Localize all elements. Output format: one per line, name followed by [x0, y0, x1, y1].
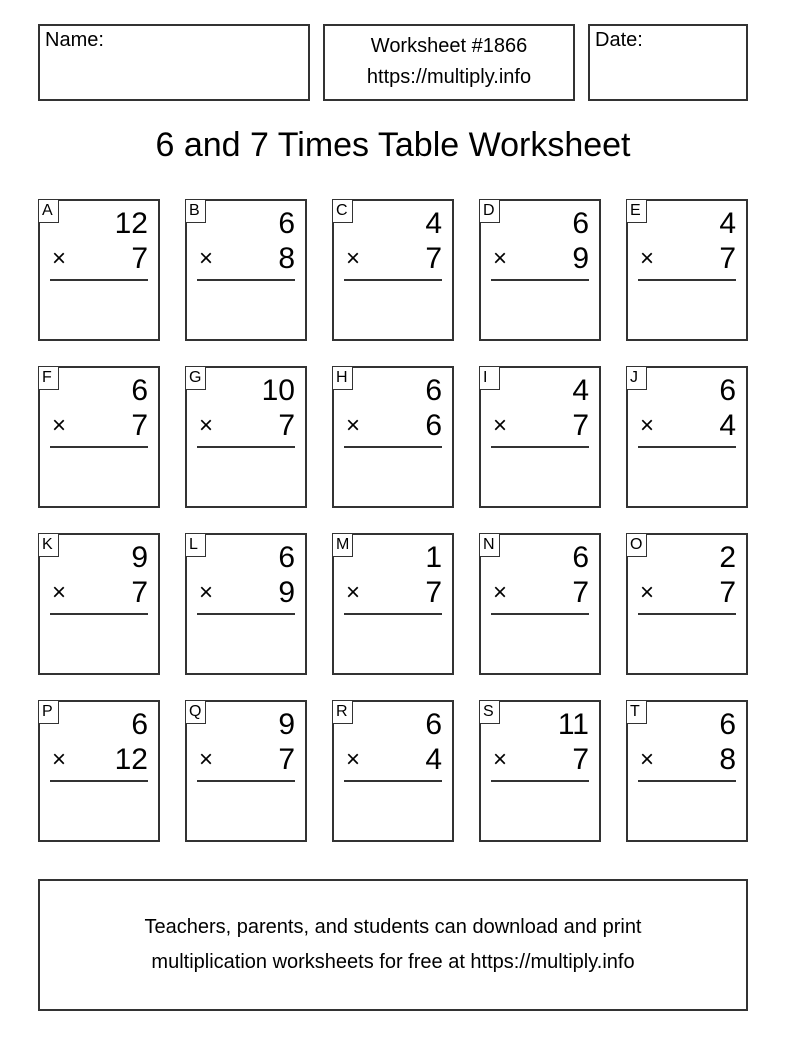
date-label: Date:	[595, 29, 643, 51]
problem-card	[38, 366, 160, 508]
multiply-sign: ×	[640, 746, 655, 773]
problem-card	[332, 199, 454, 341]
problem-label: N	[479, 533, 500, 557]
problem-card	[626, 700, 748, 842]
problem-card	[185, 700, 307, 842]
answer-line	[638, 279, 736, 281]
problem-label: D	[479, 199, 500, 223]
problem-card	[479, 199, 601, 341]
problem-label: L	[185, 533, 206, 557]
problem-card	[332, 533, 454, 675]
multiplier: 9	[278, 576, 295, 609]
footer-line-2: multiplication worksheets for free at https://multiply.info	[151, 951, 635, 973]
multiply-sign: ×	[493, 579, 508, 606]
footer-line-1: Teachers, parents, and students can download and print	[144, 916, 642, 938]
page-title: 6 and 7 Times Table Worksheet	[155, 126, 631, 164]
multiply-sign: ×	[52, 746, 67, 773]
problem-card	[185, 533, 307, 675]
multiply-sign: ×	[52, 245, 67, 272]
problem-card	[479, 533, 601, 675]
multiplicand: 9	[131, 541, 148, 574]
multiplier: 12	[114, 743, 148, 776]
worksheet-url: https://multiply.info	[366, 66, 532, 88]
multiply-sign: ×	[493, 245, 508, 272]
multiplicand: 6	[131, 374, 148, 407]
worksheet-info-box	[323, 24, 575, 101]
problem-label: Q	[185, 700, 206, 724]
problem-label: F	[38, 366, 59, 390]
answer-line	[197, 613, 295, 615]
multiplicand: 12	[114, 207, 148, 240]
problem-card	[38, 533, 160, 675]
problem-card	[479, 700, 601, 842]
answer-line	[50, 446, 148, 448]
multiplicand: 6	[719, 708, 736, 741]
multiply-sign: ×	[199, 245, 214, 272]
multiplier: 7	[278, 409, 295, 442]
problem-card	[626, 533, 748, 675]
multiplier: 8	[719, 743, 736, 776]
multiply-sign: ×	[199, 746, 214, 773]
multiplier: 4	[425, 743, 442, 776]
answer-line	[638, 613, 736, 615]
multiplicand: 9	[278, 708, 295, 741]
multiply-sign: ×	[199, 412, 214, 439]
multiplier: 7	[572, 409, 589, 442]
answer-line	[197, 780, 295, 782]
multiplier: 4	[719, 409, 736, 442]
multiplier: 7	[719, 576, 736, 609]
multiplier: 7	[131, 242, 148, 275]
multiplicand: 10	[261, 374, 295, 407]
problem-label: T	[626, 700, 647, 724]
problem-label: A	[38, 199, 59, 223]
multiply-sign: ×	[640, 245, 655, 272]
multiplicand: 6	[425, 708, 442, 741]
footer-box	[38, 879, 748, 1011]
answer-line	[344, 446, 442, 448]
multiply-sign: ×	[346, 245, 361, 272]
answer-line	[197, 279, 295, 281]
problem-label: O	[626, 533, 647, 557]
problem-card	[626, 366, 748, 508]
problem-card	[38, 199, 160, 341]
multiplier: 7	[572, 576, 589, 609]
multiplier: 7	[278, 743, 295, 776]
answer-line	[491, 279, 589, 281]
answer-line	[344, 613, 442, 615]
date-field-box	[588, 24, 748, 101]
multiplier: 7	[425, 242, 442, 275]
answer-line	[638, 446, 736, 448]
multiplier: 8	[278, 242, 295, 275]
problem-label: B	[185, 199, 206, 223]
multiplier: 7	[131, 409, 148, 442]
answer-line	[50, 279, 148, 281]
problem-grid	[38, 199, 750, 842]
multiplicand: 11	[557, 708, 589, 741]
multiply-sign: ×	[52, 579, 67, 606]
problem-label: J	[626, 366, 647, 390]
multiplicand: 1	[425, 541, 442, 574]
problem-label: E	[626, 199, 647, 223]
multiplicand: 6	[572, 207, 589, 240]
multiply-sign: ×	[493, 746, 508, 773]
problem-card	[626, 199, 748, 341]
multiplicand: 4	[425, 207, 442, 240]
multiplier: 7	[572, 743, 589, 776]
multiply-sign: ×	[640, 412, 655, 439]
multiplicand: 4	[719, 207, 736, 240]
name-label: Name:	[45, 29, 104, 51]
answer-line	[638, 780, 736, 782]
multiply-sign: ×	[346, 746, 361, 773]
problem-label: S	[479, 700, 500, 724]
multiply-sign: ×	[346, 412, 361, 439]
multiplicand: 2	[719, 541, 736, 574]
problem-card	[332, 366, 454, 508]
problem-label: M	[332, 533, 353, 557]
multiplier: 7	[425, 576, 442, 609]
answer-line	[344, 279, 442, 281]
answer-line	[197, 446, 295, 448]
problem-card	[185, 366, 307, 508]
multiplicand: 6	[425, 374, 442, 407]
multiply-sign: ×	[199, 579, 214, 606]
multiplicand: 6	[131, 708, 148, 741]
answer-line	[50, 780, 148, 782]
problem-card	[185, 199, 307, 341]
answer-line	[491, 613, 589, 615]
problem-label: G	[185, 366, 206, 390]
multiplicand: 6	[278, 541, 295, 574]
answer-line	[491, 446, 589, 448]
problem-card	[479, 366, 601, 508]
multiply-sign: ×	[52, 412, 67, 439]
multiplicand: 4	[572, 374, 589, 407]
worksheet-number: Worksheet #1866	[370, 35, 528, 57]
multiply-sign: ×	[346, 579, 361, 606]
problem-label: H	[332, 366, 353, 390]
problem-label: P	[38, 700, 59, 724]
multiplicand: 6	[278, 207, 295, 240]
problem-label: I	[479, 366, 500, 390]
multiplicand: 6	[719, 374, 736, 407]
multiply-sign: ×	[493, 412, 508, 439]
multiplicand: 6	[572, 541, 589, 574]
multiplier: 7	[719, 242, 736, 275]
problem-label: K	[38, 533, 59, 557]
problem-card	[38, 700, 160, 842]
answer-line	[344, 780, 442, 782]
problem-label: R	[332, 700, 353, 724]
name-field-box	[38, 24, 310, 101]
multiplier: 6	[425, 409, 442, 442]
multiply-sign: ×	[640, 579, 655, 606]
multiplier: 9	[572, 242, 589, 275]
answer-line	[491, 780, 589, 782]
multiplier: 7	[131, 576, 148, 609]
answer-line	[50, 613, 148, 615]
problem-label: C	[332, 199, 353, 223]
problem-card	[332, 700, 454, 842]
